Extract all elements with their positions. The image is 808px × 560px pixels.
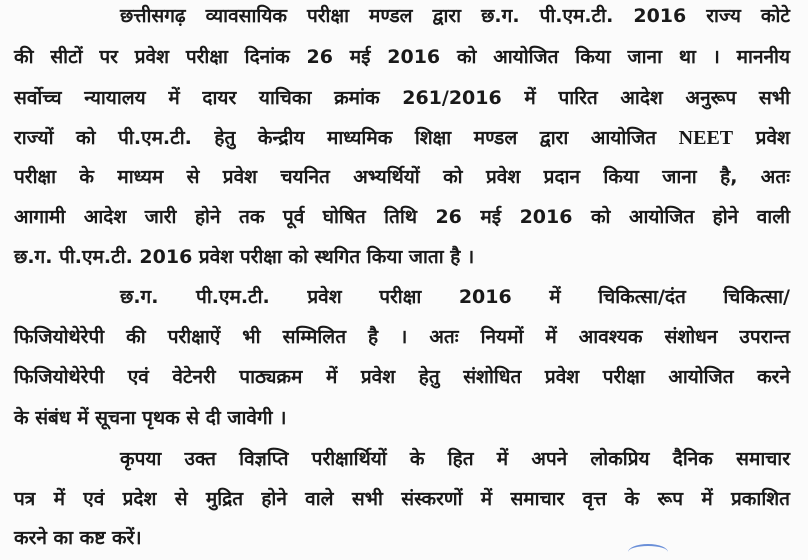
para1-line2: की सीटों पर प्रवेश परीक्षा दिनांक 26 मई 2016 को आयोजित किया जाना था । माननीय — [14, 46, 790, 68]
para1-line6: आगामी आदेश जारी होने तक पूर्व घोषित तिथि 26 मई 2016 को आयोजित होने वाली — [14, 206, 790, 228]
para1-line4-pre: राज्यों को पी.एम.टी. हेतु केन्द्रीय माध्यमिक शिक्षा मण्डल द्वारा आयोजित — [14, 127, 679, 149]
para3-line3: करने का कष्ट करें। — [14, 527, 142, 549]
para1-line4 — [14, 126, 790, 150]
para1-line1: छत्तीसगढ़ व्यावसायिक परीक्षा मण्डल द्वारा छ.ग. पी.एम.टी. 2016 राज्य कोटे — [120, 5, 790, 27]
para3-line2: पत्र में एवं प्रदेश से मुद्रित होने वाले सभी संस्करणों में समाचार वृत्त के रूप में प्रकाशित — [14, 488, 790, 510]
ink-mark — [628, 544, 668, 560]
para1-line5: परीक्षा के माध्यम से प्रवेश चयनित अभ्यर्थियों को प्रवेश प्रदान किया जाना है, अतः — [14, 166, 790, 188]
para2-line1: छ.ग. पी.एम.टी. प्रवेश परीक्षा 2016 में चिकित्सा/दंत चिकित्सा/ — [120, 286, 790, 308]
para2-line3: फिजियोथेरेपी एवं वेटेनरी पाठ्यक्रम में प्रवेश हेतु संशोधित प्रवेश परीक्षा आयोजित करने — [14, 366, 790, 388]
para2-line4: के संबंध में सूचना पृथक से दी जावेगी । — [14, 407, 287, 429]
para1-line4-post: प्रवेश — [733, 127, 790, 149]
neet-label: NEET — [678, 127, 734, 149]
para1-line7: छ.ग. पी.एम.टी. 2016 प्रवेश परीक्षा को स्थगित किया जाता है । — [14, 246, 475, 268]
para2-line2: फिजियोथेरेपी की परीक्षाऐं भी सम्मिलित है । अतः नियमों में आवश्यक संशोधन उपरान्त — [14, 326, 790, 348]
para1-line3: सर्वोच्च न्यायालय में दायर याचिका क्रमांक 261/2016 में पारित आदेश अनुरूप सभी — [14, 87, 790, 109]
para3-line1: कृपया उक्त विज्ञप्ति परीक्षार्थियों के हित में अपने लोकप्रिय दैनिक समाचार — [120, 448, 790, 470]
